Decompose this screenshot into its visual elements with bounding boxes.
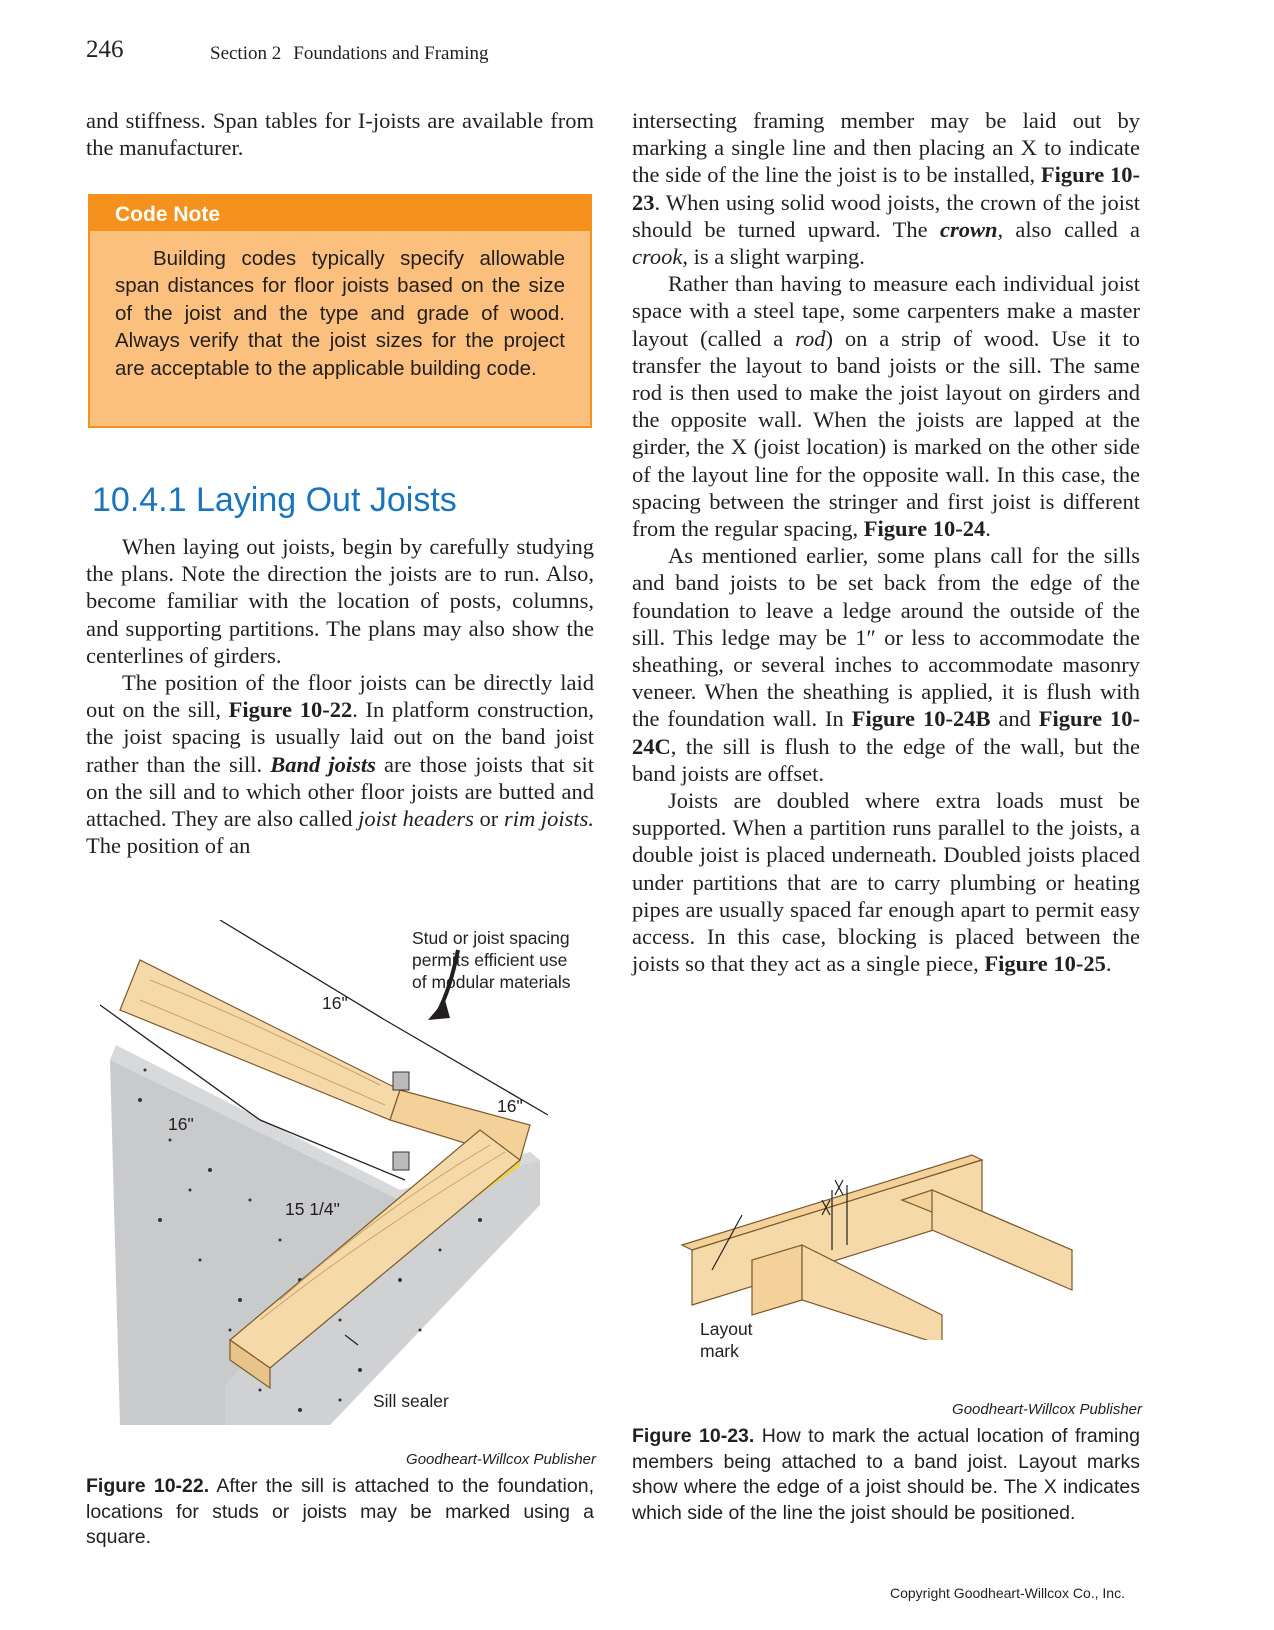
key-term: crown <box>939 216 998 242</box>
term: joist headers <box>358 806 474 832</box>
figure-reference: Figure 10-22 <box>228 697 353 723</box>
figure-reference: Figure 10-25 <box>984 951 1106 977</box>
section-number: Section 2 <box>210 43 282 64</box>
body-paragraph: Rather than having to measure each individual joist space with a steel tape, some carpenters make a master layout (called a rod) on a strip of wood. Use it to transfer the layout to band joists or the sill. The same rod is then used to make the joist layout on girders and the opposite wall. When the joists are lapped at the girder, the X (joist location) is marked on the other side of the layout line for the opposite wall. In this case, the spacing between the stringer and first joist is different from the regular spacing, Figure 10-24. <box>632 271 1140 542</box>
code-note-title: Code Note <box>90 196 590 231</box>
sill-sealer-label: Sill sealer <box>373 1391 449 1411</box>
figure-reference: Figure 10-23 <box>632 162 1140 215</box>
dimension-label-top: 16" <box>322 993 348 1013</box>
figure-10-23-caption: Figure 10-23. How to mark the actual location of framing members being attached to a band joist. Layout marks show where the edge of a joist should be. The X indicates which side of the line the joist should be positioned. <box>632 1425 1140 1524</box>
joist-side-2 <box>932 1190 1072 1290</box>
figure-reference: Figure 10-24 <box>863 516 986 542</box>
joist-side <box>802 1245 942 1340</box>
body-paragraph: When laying out joists, begin by carefully studying the plans. Note the direction the joists are to run. Also, become familiar with the location of posts, columns, and supporting partitions. The plans may also show the centerlines of girders. <box>86 534 594 668</box>
body-paragraph: intersecting framing member may be laid out by marking a single line and then placing an X to indicate the side of the line the joist is to be installed, Figure 10-23. When using solid wood joists, the crown of the joist should be turned upward. The crown, also called a crook, is a slight warping. <box>632 108 1140 270</box>
right-body-text <box>632 107 1140 978</box>
figure-reference: Figure 10-24B <box>851 706 991 732</box>
figure-reference: Figure 10-24C <box>632 706 1140 759</box>
figure-label: Figure 10-22. <box>86 1475 210 1497</box>
section-heading: 10.4.1 Laying Out Joists <box>92 481 457 519</box>
callout-arrowhead <box>428 1000 450 1020</box>
figure-10-22-illustration <box>100 920 600 1440</box>
figure-label: Figure 10-23. <box>632 1425 755 1447</box>
body-paragraph: As mentioned earlier, some plans call for the sills and band joists to be set back from the edge of the foundation to leave a ledge around the outside of the sill. This ledge may be 1″ or less to accommodate the sheathing, or several inches to accommodate masonry veneer. When the sheathing is applied, it is flush with the foundation wall. In Figure 10-24B and Figure 10-24C, the sill is flush to the edge of the wall, but the band joists are offset. <box>632 543 1140 786</box>
layout-mark-label: Layout mark <box>700 1319 753 1361</box>
figure-10-23-illustration <box>672 1140 1092 1340</box>
page-number: 246 <box>86 36 124 63</box>
term: rod <box>795 325 826 351</box>
figure-10-22-callout: Stud or joist spacing permits efficient use of modular materials <box>412 928 571 992</box>
body-paragraph: The position of the floor joists can be directly laid out on the sill, Figure 10-22. In platform construction, the joist spacing is usually laid out on the band joist rather than the sill. Band joists are those joists that sit on the sill and to which other floor joists are butted and attached. They are also called joist headers or rim joists. The position of an <box>86 670 595 859</box>
section-title: Foundations and Framing <box>293 43 489 64</box>
dimension-label-left: 16" <box>168 1114 194 1134</box>
dimension-label-right: 16" <box>497 1096 523 1116</box>
figure-10-22-credit: Goodheart-Willcox Publisher <box>406 1451 596 1468</box>
figure-10-22-caption: Figure 10-22. After the sill is attached to the foundation, locations for studs or joists may be marked using a square. <box>86 1475 594 1548</box>
key-term: Band joists <box>270 751 376 777</box>
term: crook <box>632 244 683 270</box>
code-note-text: Building codes typically specify allowable span distances for floor joists based on the size of the joist and the type and grade of wood. Always verify that the joist sizes for the project are acceptable to the applicable building code. <box>115 247 565 380</box>
left-body-text <box>86 533 594 859</box>
copyright-footer: Copyright Goodheart-Willcox Co., Inc. <box>890 1585 1125 1601</box>
running-head <box>210 43 489 65</box>
term: rim joists. <box>503 806 595 832</box>
code-note-box <box>88 194 592 428</box>
dimension-label-first: 15 1/4" <box>285 1199 340 1219</box>
body-paragraph: Joists are doubled where extra loads must be supported. When a partition runs parallel to the joists, a double joist is placed underneath. Doubled joists placed under partitions that are to carry plumbing or heating pipes are usually spaced far enough apart to permit easy access. In this case, blocking is placed between the joists so that they act as a single piece, Figure 10-25. <box>632 788 1140 977</box>
figure-10-23-credit: Goodheart-Willcox Publisher <box>952 1401 1142 1418</box>
left-intro-paragraph: and stiffness. Span tables for I-joists are available from the manufacturer. <box>86 108 594 161</box>
